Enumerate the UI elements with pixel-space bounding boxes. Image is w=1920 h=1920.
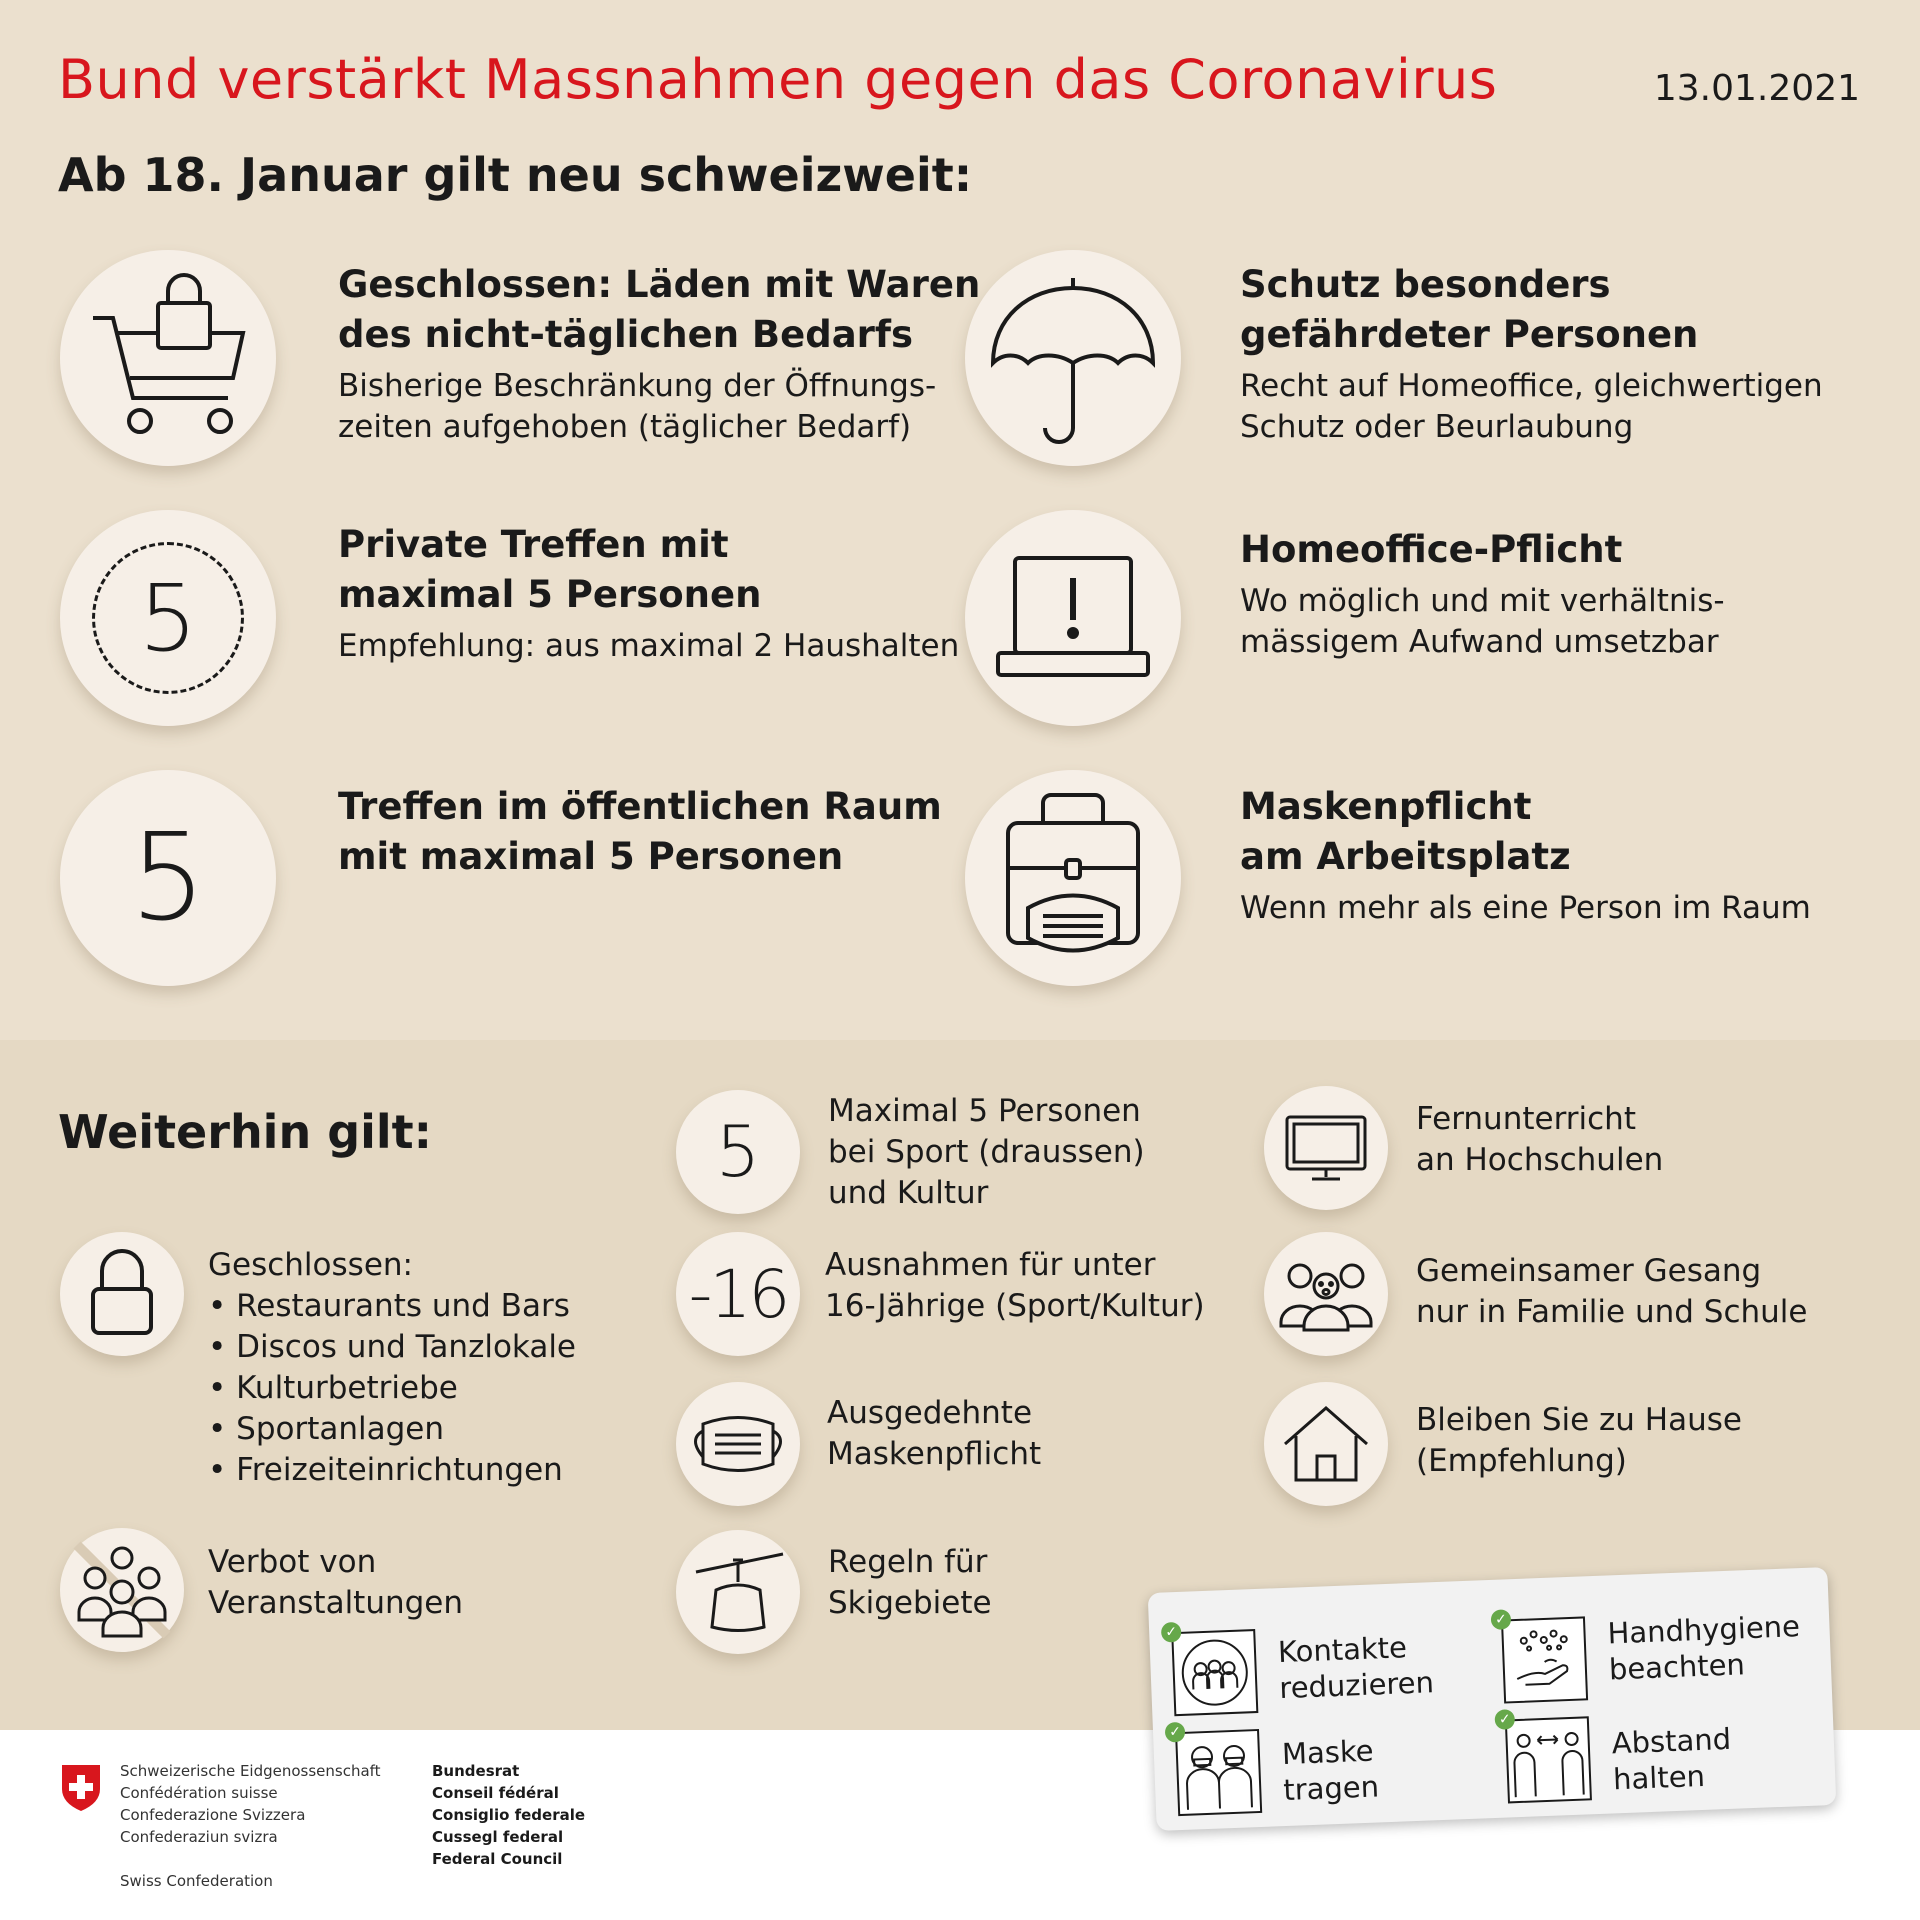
hygiene-label: reduzieren	[1278, 1665, 1435, 1706]
council-name: Federal Council	[432, 1850, 563, 1868]
check-icon: ✓	[1165, 1722, 1186, 1743]
events-text: Verbot von	[208, 1544, 377, 1580]
under-sixteen-symbol: -16	[688, 1255, 788, 1333]
five-symbol: 5	[92, 542, 244, 694]
umbrella-icon	[965, 250, 1181, 466]
measure-heading: des nicht-täglichen Bedarfs	[338, 313, 914, 356]
measure-heading: mit maximal 5 Personen	[338, 835, 844, 878]
confederation-names	[120, 1760, 381, 1848]
hygiene-label: Maske	[1281, 1733, 1375, 1772]
measure-heading: maximal 5 Personen	[338, 573, 762, 616]
hand-hygiene-icon	[1501, 1616, 1588, 1703]
date-label: 13.01.2021	[1653, 68, 1860, 109]
closed-label: Geschlossen:	[208, 1247, 413, 1283]
confederation-name: Schweizerische Eidgenossenschaft	[120, 1762, 381, 1780]
measure-text: Wo möglich und mit verhältnis-	[1240, 583, 1725, 619]
page-title: Bund verstärkt Massnahmen gegen das Coronavirus	[58, 48, 1498, 111]
remote-text: Fernunterricht	[1416, 1101, 1636, 1137]
under-sixteen-icon	[676, 1232, 800, 1356]
list-item: • Sportanlagen	[208, 1409, 576, 1450]
five-symbol: 5	[129, 808, 207, 948]
measure-text: mässigem Aufwand umsetzbar	[1240, 624, 1719, 660]
distance-icon	[1505, 1716, 1592, 1803]
measure-text: Recht auf Homeoffice, gleichwertigen	[1240, 368, 1823, 404]
check-icon: ✓	[1494, 1709, 1515, 1730]
measure-heading: Homeoffice-Pflicht	[1240, 528, 1623, 571]
five-symbol: 5	[715, 1111, 761, 1193]
hygiene-label: Abstand	[1611, 1721, 1732, 1761]
mask-people-icon	[1175, 1729, 1262, 1816]
council-name: Conseil fédéral	[432, 1784, 559, 1802]
section-subtitle: Ab 18. Januar gilt neu schweizweit:	[58, 148, 973, 202]
section-title-still-valid: Weiterhin gilt:	[58, 1105, 433, 1159]
padlock-icon	[60, 1232, 184, 1356]
gondola-icon	[676, 1530, 800, 1654]
measure-text: Bisherige Beschränkung der Öffnungs-	[338, 368, 937, 404]
under16-text: 16-Jährige (Sport/Kultur)	[825, 1288, 1205, 1324]
home-text: (Empfehlung)	[1416, 1443, 1627, 1479]
hygiene-label: Kontakte	[1277, 1630, 1408, 1670]
measure-heading: Treffen im öffentlichen Raum	[338, 785, 942, 828]
measure-text: zeiten aufgehoben (täglicher Bedarf)	[338, 409, 912, 445]
measure-heading: am Arbeitsplatz	[1240, 835, 1571, 878]
list-item: • Discos und Tanzlokale	[208, 1327, 576, 1368]
confederation-name: Confederaziun svizra	[120, 1828, 278, 1846]
under16-text: Ausnahmen für unter	[825, 1247, 1156, 1283]
singing-text: nur in Familie und Schule	[1416, 1294, 1808, 1330]
remote-text: an Hochschulen	[1416, 1142, 1664, 1178]
check-icon: ✓	[1491, 1609, 1512, 1630]
five-icon	[676, 1090, 800, 1214]
monitor-icon	[1264, 1086, 1388, 1210]
hygiene-card	[1148, 1567, 1837, 1831]
crowd-crossed-icon	[60, 1528, 184, 1652]
hygiene-label: Handhygiene	[1606, 1609, 1801, 1651]
masks-text: Ausgedehnte	[827, 1395, 1033, 1431]
hygiene-label: tragen	[1282, 1769, 1380, 1808]
confederation-name: Confederazione Svizzera	[120, 1806, 306, 1824]
sport-text: und Kultur	[828, 1175, 989, 1211]
council-name: Cussegl federal	[432, 1828, 564, 1846]
swiss-flag-icon	[60, 1763, 102, 1817]
ski-text: Regeln für	[828, 1544, 988, 1580]
hygiene-label: halten	[1612, 1758, 1706, 1797]
home-text: Bleiben Sie zu Hause	[1416, 1402, 1742, 1438]
confederation-name: Confédération suisse	[120, 1784, 278, 1802]
briefcase-mask-icon	[965, 770, 1181, 986]
measure-text: Wenn mehr als eine Person im Raum	[1240, 890, 1811, 926]
swiss-confederation-label: Swiss Confederation	[120, 1872, 273, 1890]
federal-council-names	[432, 1760, 585, 1870]
council-name: Consiglio federale	[432, 1806, 586, 1824]
singing-group-icon	[1264, 1232, 1388, 1356]
masks-text: Maskenpflicht	[827, 1436, 1042, 1472]
events-text: Veranstaltungen	[208, 1585, 464, 1621]
shopping-cart-lock-icon	[60, 250, 276, 466]
face-mask-icon	[676, 1382, 800, 1506]
contacts-icon	[1171, 1629, 1258, 1716]
list-item: • Restaurants und Bars	[208, 1286, 576, 1327]
singing-text: Gemeinsamer Gesang	[1416, 1253, 1762, 1289]
check-icon: ✓	[1161, 1622, 1182, 1643]
sport-text: bei Sport (draussen)	[828, 1134, 1145, 1170]
sport-text: Maximal 5 Personen	[828, 1093, 1141, 1129]
measure-heading: Geschlossen: Läden mit Waren	[338, 263, 981, 306]
house-icon	[1264, 1382, 1388, 1506]
measure-text: Schutz oder Beurlaubung	[1240, 409, 1634, 445]
dashed-five-icon	[60, 510, 276, 726]
five-icon	[60, 770, 276, 986]
measure-heading: gefährdeter Personen	[1240, 313, 1699, 356]
hygiene-label: beachten	[1608, 1647, 1746, 1687]
list-item: • Kulturbetriebe	[208, 1368, 576, 1409]
measure-heading: Schutz besonders	[1240, 263, 1611, 306]
closed-list	[208, 1286, 576, 1491]
ski-text: Skigebiete	[828, 1585, 992, 1621]
measure-text: Empfehlung: aus maximal 2 Haushalten	[338, 628, 960, 664]
measure-heading: Maskenpflicht	[1240, 785, 1532, 828]
laptop-warning-icon	[965, 510, 1181, 726]
council-name: Bundesrat	[432, 1762, 520, 1780]
list-item: • Freizeiteinrichtungen	[208, 1450, 576, 1491]
measure-heading: Private Treffen mit	[338, 523, 729, 566]
